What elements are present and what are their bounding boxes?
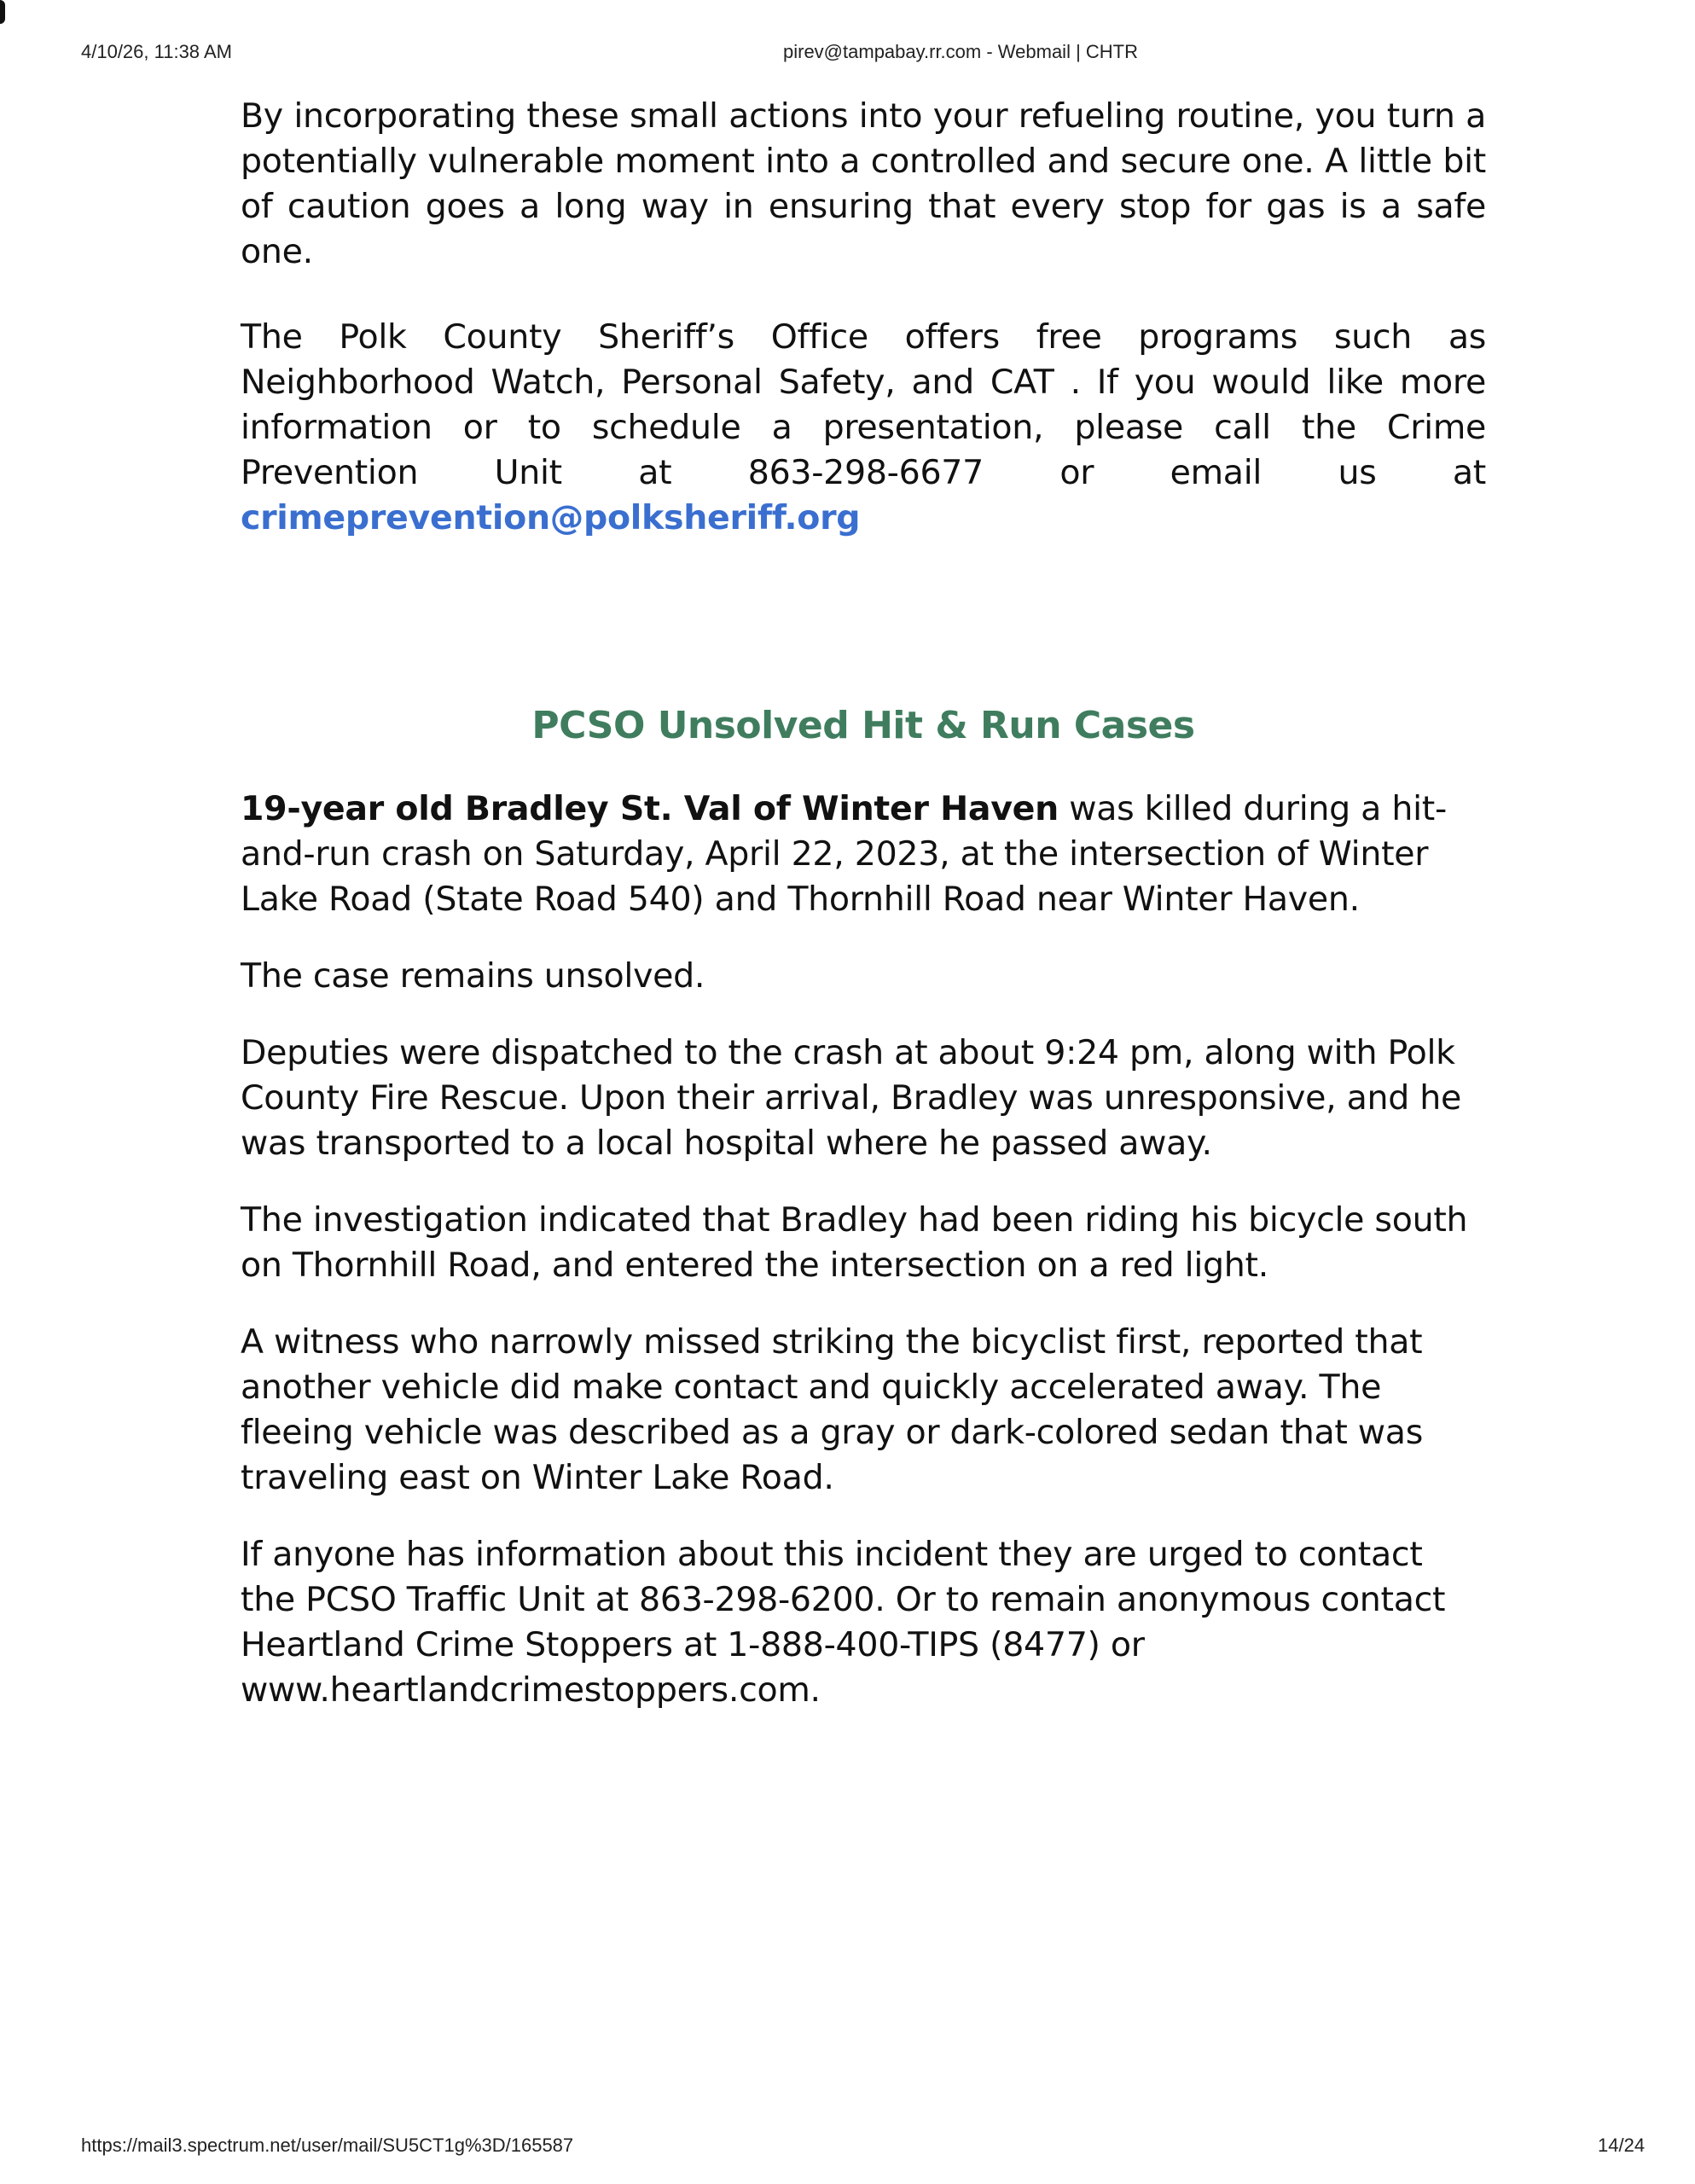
- tips-paragraph: If anyone has information about this incident they are urged to contact the PCSO Traffic Unit at 863-298-6200. Or to remain anonymous contact Heartland Crime Stoppers at 1-888-400-TIPS (8477) or www.heartlandcrimestoppers.com.: [241, 1535, 1446, 1710]
- programs-paragraph: [241, 315, 1486, 541]
- dispatch-paragraph: Deputies were dispatched to the crash at about 9:24 pm, along with Polk County Fire Rescue. Upon their arrival, Bradley was unresponsive, and he was transported to a local hospital where he passed away.: [241, 1033, 1461, 1163]
- programs-text: The Polk County Sheriff’s Office offers free programs such as Neighborhood Watch, Personal Safety, and CAT . If you would like more information or to schedule a presentation, please call the Crime Prevention Unit at 863-298-6677 or email us at: [241, 317, 1486, 492]
- crime-prevention-email-link[interactable]: crimeprevention@polksheriff.org: [241, 498, 861, 537]
- lead-rest: was killed during a hit-and-run crash on Saturday, April 22, 2023, at the intersection of Winter Lake Road (State Road 540) and Thornhill Road near Winter Haven.: [241, 789, 1447, 919]
- victim-lead: 19-year old Bradley St. Val of Winter Haven: [241, 789, 1059, 828]
- section-title: PCSO Unsolved Hit & Run Cases: [531, 704, 1195, 747]
- print-page-number: 14/24: [1598, 2135, 1646, 2156]
- print-footer: [0, 2135, 1695, 2160]
- case-lead-paragraph: [241, 787, 1486, 922]
- email-body: [241, 94, 1486, 1713]
- print-url: https://mail3.spectrum.net/user/mail/SU5CT1g%3D/165587: [81, 2135, 574, 2156]
- scan-edge-mark: [0, 0, 5, 24]
- print-page-title: pirev@tampabay.rr.com - Webmail | CHTR: [783, 41, 1138, 62]
- hit-and-run-case: [241, 787, 1486, 1713]
- investigation-paragraph: The investigation indicated that Bradley had been riding his bicycle south on Thornhill Road, and entered the intersection on a red light.: [241, 1200, 1468, 1285]
- refuel-paragraph: By incorporating these small actions into your refueling routine, you turn a potentially vulnerable moment into a controlled and secure one. A little bit of caution goes a long way in ensuring that every stop for gas is a safe one.: [241, 96, 1486, 271]
- case-status: The case remains unsolved.: [241, 956, 705, 996]
- print-datetime: 4/10/26, 11:38 AM: [81, 41, 232, 62]
- witness-paragraph: A witness who narrowly missed striking the bicyclist first, reported that another vehicle did make contact and quickly accelerated away. The fleeing vehicle was described as a gray or dark-colored sedan that was traveling east on Winter Lake Road.: [241, 1322, 1423, 1497]
- print-header: [0, 41, 1695, 67]
